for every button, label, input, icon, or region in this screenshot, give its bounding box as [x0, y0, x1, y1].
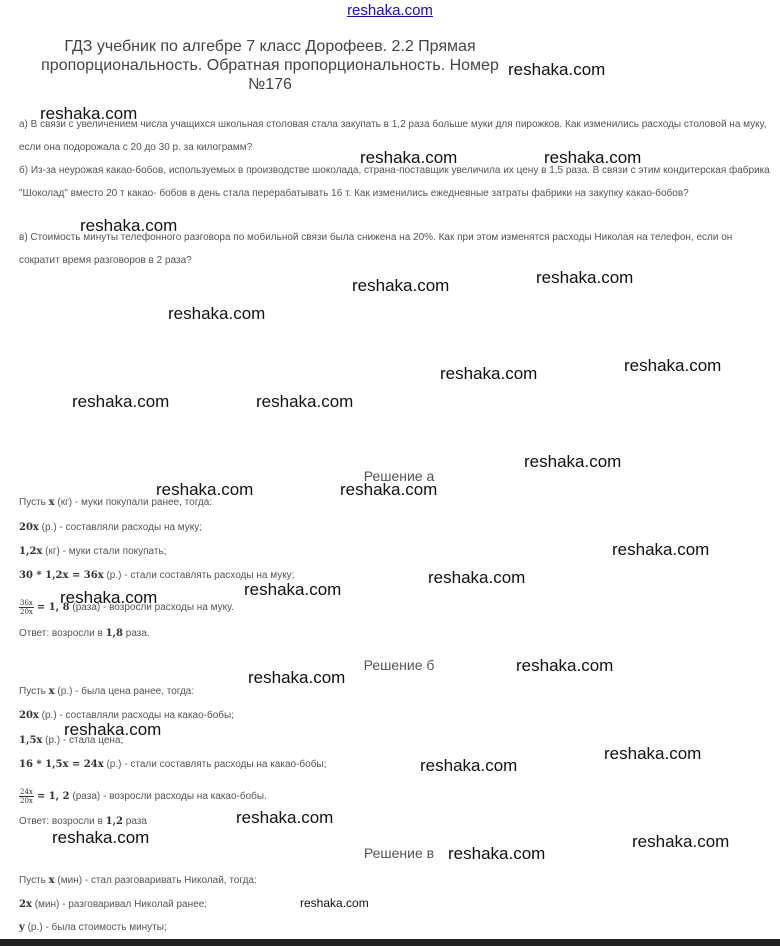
watermark: reshaka.com	[168, 304, 266, 323]
solution-c-heading: Решение в	[363, 845, 435, 861]
watermark: reshaka.com	[536, 268, 634, 287]
watermark: reshaka.com	[544, 148, 642, 167]
watermark: reshaka.com	[448, 844, 546, 863]
solution-a-heading: Решение а	[363, 468, 435, 484]
task-a: а) В связи с увеличением числа учащихся школьная столовая стала закупать в 1,2 раза больше муки для пирожков. Как изменились расходы столовой на муку, если она подорожала с 20 до 30 р. за килограмм?	[19, 119, 767, 153]
page-title: ГДЗ учебник по алгебре 7 класс Дорофеев. 2.2 Прямая пропорциональность. Обратная пропорциональность. Номер №176	[41, 38, 499, 93]
watermark: reshaka.com	[52, 828, 150, 847]
solution-a-line-1: Пусть x (кг) - муки покупали ранее, тогда:	[19, 497, 213, 508]
solution-c-line-3: y (р.) - была стоимость минуты;	[19, 922, 167, 933]
watermark: reshaka.com	[428, 568, 526, 587]
solution-b-line-2: 20x (р.) - составляли расходы на какао-бобы;	[19, 710, 234, 721]
watermark: reshaka.com	[516, 656, 614, 675]
watermark: reshaka.com	[440, 364, 538, 383]
solution-a-line-4: 30 * 1,2x = 36x (р.) - стали составлять расходы на муку;	[19, 570, 295, 581]
solution-b-answer: Ответ: возросли в 1,2 раза	[19, 816, 147, 827]
watermark: reshaka.com	[340, 480, 438, 499]
task-b: б) Из-за неурожая какао-бобов, используемых в производстве шоколада, страна-поставщик увеличила их цену в 1,5 раза. В связи с этим кондитерская фабрика "Шоколад" вместо 20 т какао- бобов в день стала перерабатывать 16 т. Как изменились ежедневные затраты фабрики на закупку какао-бобов?	[19, 165, 770, 199]
watermark: reshaka.com	[80, 216, 178, 235]
watermark: reshaka.com	[360, 148, 458, 167]
watermark: reshaka.com	[156, 480, 254, 499]
watermark: reshaka.com	[612, 540, 710, 559]
watermark: reshaka.com	[524, 452, 622, 471]
site-link-top[interactable]: reshaka.com	[347, 2, 433, 19]
solution-b-heading: Решение б	[363, 657, 435, 673]
watermark: reshaka.com	[244, 580, 342, 599]
solution-c-line-1: Пусть x (мин) - стал разговаривать Николай, тогда:	[19, 875, 257, 886]
watermark: reshaka.com	[632, 832, 730, 851]
watermark: reshaka.com	[604, 744, 702, 763]
watermark: reshaka.com	[420, 756, 518, 775]
watermark: reshaka.com	[352, 276, 450, 295]
watermark: reshaka.com	[236, 808, 334, 827]
watermark: reshaka.com	[624, 356, 722, 375]
bottom-bar	[0, 939, 780, 946]
solution-a-line-5: $\frac{36x}{20x}$ = 1, 8 (раза) - возросли расходы на муку.	[20, 599, 234, 616]
solution-b-line-4: 16 * 1,5x = 24x (р.) - стали составлять расходы на какао-бобы;	[19, 759, 327, 770]
solution-b-line-1: Пусть x (р.) - была цена ранее, тогда:	[19, 686, 195, 697]
watermark: reshaka.com	[72, 392, 170, 411]
watermark: reshaka.com	[508, 60, 606, 79]
task-c: в) Стоимость минуты телефонного разговора по мобильной связи была снижена на 20%. Как при этом изменятся расходы Николая на телефон, если он сократит время разговоров в 2 раза?	[19, 232, 733, 266]
fraction: $\frac{36x}{20x}$	[20, 599, 33, 616]
solution-a-line-3: 1,2x (кг) - муки стали покупать;	[19, 546, 167, 557]
solution-a-line-2: 20x (р.) - составляли расходы на муку;	[19, 522, 203, 533]
fraction: $\frac{24x}{20x}$	[20, 788, 33, 805]
watermark: reshaka.com	[248, 668, 346, 687]
watermark: reshaka.com	[256, 392, 354, 411]
solution-a-answer: Ответ: возросли в 1,8 раза.	[19, 628, 150, 639]
watermark: reshaka.com	[60, 588, 158, 607]
solution-b-line-5: $\frac{24x}{20x}$ = 1, 2 (раза) - возросли расходы на какао-бобы.	[20, 788, 267, 805]
watermark: reshaka.com	[40, 104, 138, 123]
watermark: reshaka.com	[64, 720, 162, 739]
solution-c-line-2: 2x (мин) - разговаривал Николай ранее;	[19, 899, 208, 910]
watermark: reshaka.com	[300, 896, 369, 910]
solution-b-line-3: 1,5x (р.) - стала цена;	[19, 735, 124, 746]
